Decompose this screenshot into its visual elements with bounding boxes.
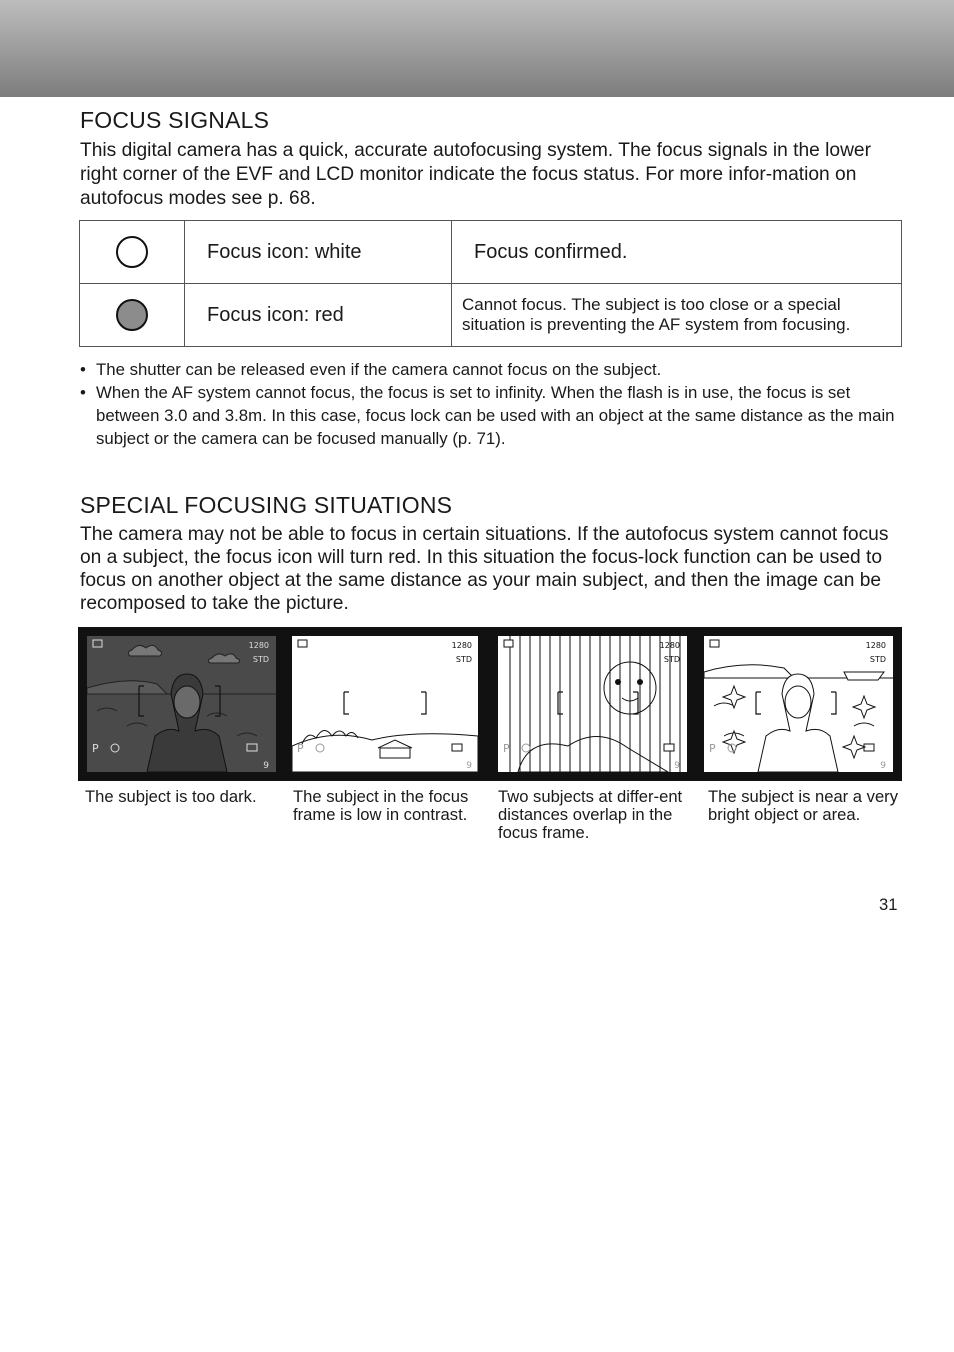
caption-overlap: Two subjects at differ-ent distances overlap in the focus frame.: [498, 787, 683, 842]
white-circle-icon: [116, 236, 148, 268]
special-focusing-intro: The camera may not be able to focus in certain situations. If the autofocus system cannot focus on a subject, the focus icon will turn red. In this situation the focus-lock function can be used to focus on another object at the same distance as your main subject, and then the image can be recomposed to take the picture.: [80, 524, 889, 614]
quality-readout: STD: [663, 655, 680, 664]
frame-counter: 9: [674, 761, 680, 771]
caption-bright: The subject is near a very bright object or area.: [708, 787, 898, 824]
exposure-mode: P: [709, 742, 716, 755]
frame-counter: 9: [466, 761, 472, 771]
red-circle-icon: [116, 299, 148, 331]
list-item: • The shutter can be released even if the camera cannot focus on the subject.: [80, 358, 902, 381]
resolution-readout: 1280: [248, 641, 269, 650]
frame-counter: 9: [880, 761, 886, 771]
focus-status-description: Focus confirmed.: [452, 221, 902, 284]
section-title-focus-signals: FOCUS SIGNALS: [80, 107, 270, 133]
focus-icon-name: Focus icon: red: [185, 284, 452, 347]
caption-dark: The subject is too dark.: [85, 787, 257, 806]
resolution-readout: 1280: [451, 641, 472, 650]
focus-signal-table: [79, 220, 902, 347]
example-photo-strip: [78, 627, 902, 781]
frame-counter: 9: [263, 761, 269, 771]
quality-readout: STD: [252, 655, 269, 664]
resolution-readout: 1280: [865, 641, 886, 650]
resolution-readout: 1280: [659, 641, 680, 650]
example-panel-low-contrast: [292, 636, 478, 772]
exposure-mode: P: [297, 742, 304, 755]
section-title-special-focusing: SPECIAL FOCUSING SITUATIONS: [80, 492, 453, 518]
example-panel-dark: [87, 636, 276, 772]
dark-scene-illustration: [87, 636, 276, 772]
page-number: 31: [879, 895, 898, 914]
quality-readout: STD: [455, 655, 472, 664]
focus-signals-intro: This digital camera has a quick, accurate autofocusing system. The focus signals in the lower right corner of the EVF and LCD monitor indicate the focus status. For more infor-mation on autofocus modes see p. 68.: [80, 140, 871, 209]
exposure-mode: P: [503, 742, 510, 755]
bright-scene-illustration: [704, 636, 893, 772]
notes-list: [80, 358, 902, 450]
table-row: [80, 221, 902, 284]
table-row: [80, 284, 902, 347]
low-contrast-scene-illustration: [292, 636, 478, 772]
focus-icon-name: Focus icon: white: [185, 221, 452, 284]
example-panel-bright: [704, 636, 893, 772]
quality-readout: STD: [869, 655, 886, 664]
header-band: [0, 0, 954, 97]
focus-status-description: Cannot focus. The subject is too close or a special situation is preventing the AF system from focusing.: [452, 284, 902, 347]
example-panel-overlap: [498, 636, 687, 772]
overlap-scene-illustration: [498, 636, 687, 772]
exposure-mode: P: [92, 742, 99, 755]
list-item: • When the AF system cannot focus, the focus is set to infinity. When the flash is in use, the focus is set between 3.0 and 3.8m. In this case, focus lock can be used with an object at the same distance as the main subject or the camera can be focused manually (p. 71).: [80, 381, 902, 450]
caption-low-contrast: The subject in the focus frame is low in contrast.: [293, 787, 469, 824]
